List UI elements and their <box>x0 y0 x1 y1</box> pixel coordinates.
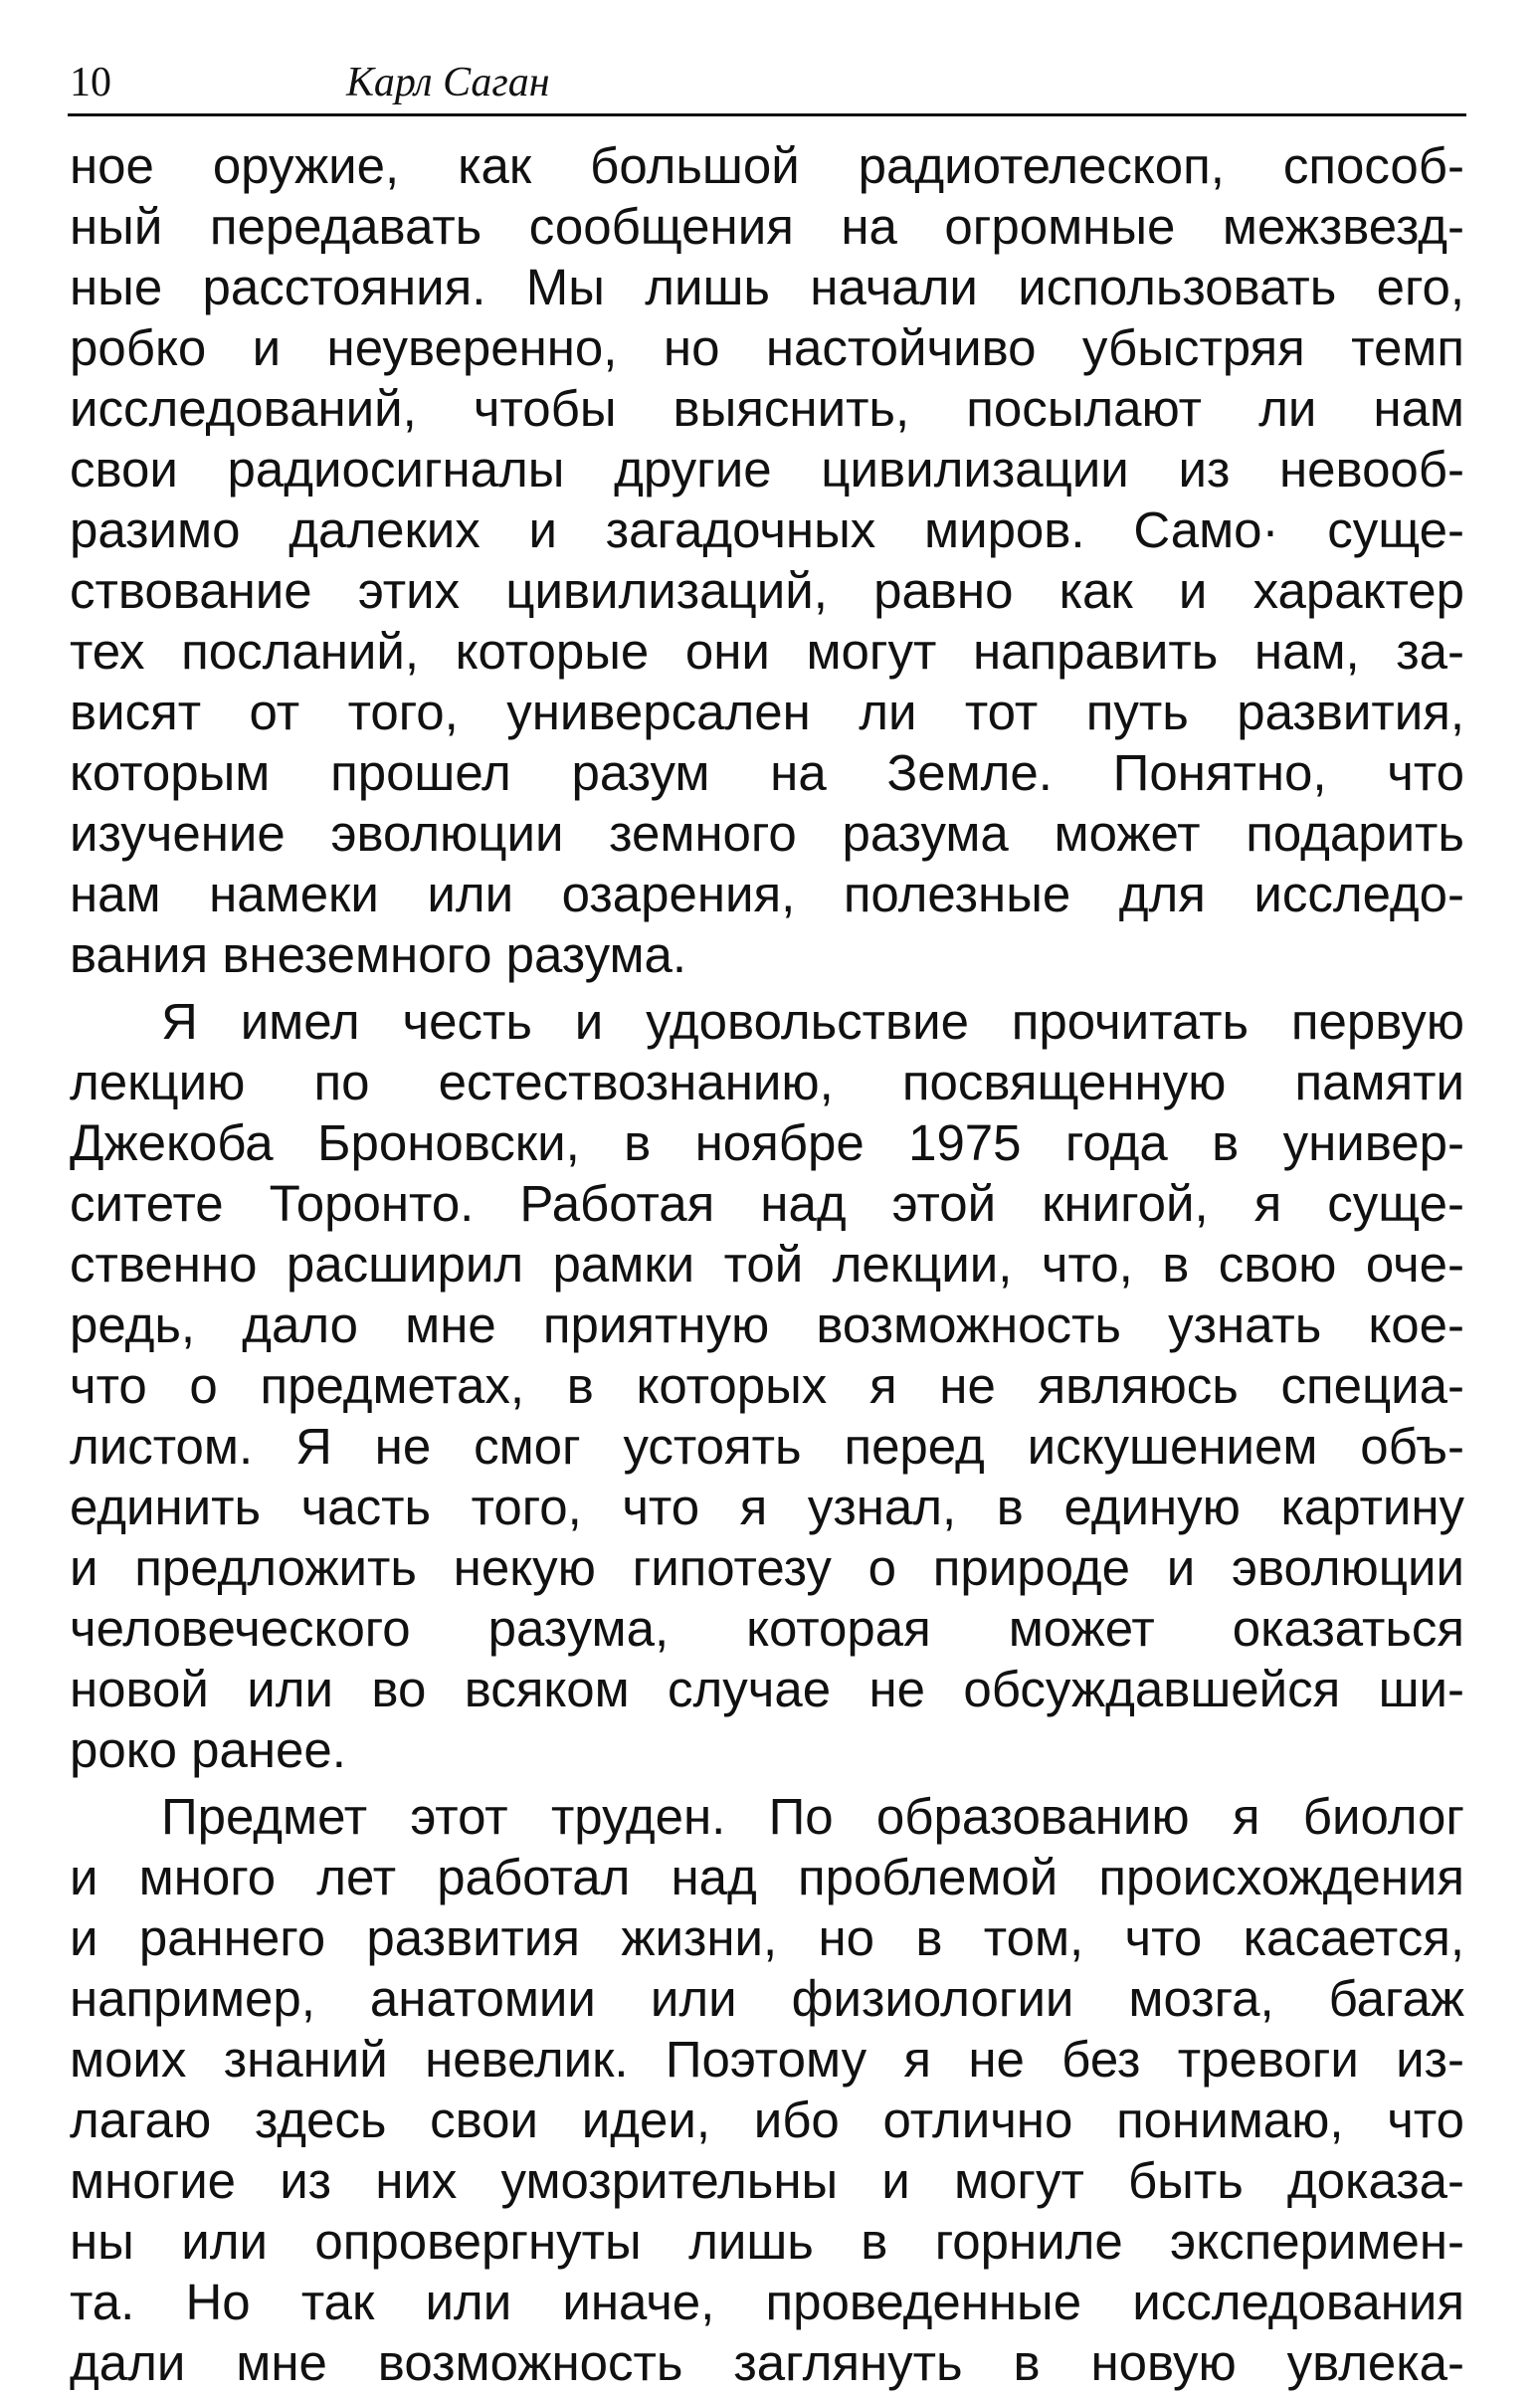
text-line: и предложить некую гипотезу о природе и эволюции <box>70 1539 1464 1596</box>
text-line: ситете Торонто. Работая над этой книгой, я суще- <box>70 1175 1464 1232</box>
text-line: робко и неуверенно, но настойчиво убыстряя темп <box>70 319 1464 376</box>
body-text <box>70 135 1464 2393</box>
header-rule <box>68 113 1466 116</box>
text-line: Предмет этот труден. По образованию я биолог <box>161 1788 1464 1845</box>
text-line: Джекоба Броновски, в ноябре 1975 года в универ- <box>70 1114 1464 1171</box>
paragraph <box>70 135 1464 985</box>
text-line: и раннего развития жизни, но в том, что касается, <box>70 1909 1464 1966</box>
page-header <box>70 56 1462 109</box>
text-line: лекцию по естествознанию, посвященную памяти <box>70 1054 1464 1110</box>
text-line: вания внеземного разума. <box>70 926 687 983</box>
text-line: ствование этих цивилизаций, равно как и характер <box>70 562 1464 619</box>
text-line: человеческого разума, которая может оказаться <box>70 1600 1464 1657</box>
text-line: что о предметах, в которых я не являюсь специа- <box>70 1357 1464 1414</box>
text-line: многие из них умозрительны и могут быть доказа- <box>70 2152 1464 2209</box>
text-line: исследований, чтобы выяснить, посылают ли нам <box>70 380 1464 437</box>
page-number: 10 <box>70 60 111 105</box>
text-line: роко ранее. <box>70 1721 346 1778</box>
text-line: редь, дало мне приятную возможность узнать кое- <box>70 1296 1464 1353</box>
text-line: листом. Я не смог устоять перед искушением объ- <box>70 1418 1464 1475</box>
text-line: та. Но так или иначе, проведенные исследования <box>70 2274 1464 2330</box>
text-line: разимо далеких и загадочных миров. Само· суще- <box>70 501 1464 558</box>
text-line: которым прошел разум на Земле. Понятно, что <box>70 744 1464 801</box>
text-line: например, анатомии или физиологии мозга, багаж <box>70 1970 1464 2027</box>
text-line: изучение эволюции земного разума может подарить <box>70 805 1464 862</box>
running-title: Карл Саган <box>346 60 550 105</box>
text-line: ны или опровергнуты лишь в горниле эксперимен- <box>70 2213 1464 2270</box>
paragraph <box>70 991 1464 1780</box>
paragraph <box>70 1786 1464 2393</box>
text-line: лагаю здесь свои идеи, ибо отлично понимаю, что <box>70 2092 1464 2148</box>
text-line: новой или во всяком случае не обсуждавшейся ши- <box>70 1661 1464 1717</box>
text-line: ное оружие, как большой радиотелескоп, способ- <box>70 137 1464 194</box>
text-line: тех посланий, которые они могут направить нам, за- <box>70 623 1464 680</box>
text-line: единить часть того, что я узнал, в единую картину <box>70 1479 1464 1535</box>
text-line: дали мне возможность заглянуть в новую увлека- <box>70 2334 1464 2391</box>
text-line: нам намеки или озарения, полезные для исследо- <box>70 866 1464 922</box>
text-line: свои радиосигналы другие цивилизации из невооб- <box>70 441 1464 498</box>
text-line: моих знаний невелик. Поэтому я не без тревоги из- <box>70 2031 1464 2088</box>
text-line: ные расстояния. Мы лишь начали использовать его, <box>70 259 1464 315</box>
text-line: и много лет работал над проблемой происхождения <box>70 1849 1464 1905</box>
text-line: Я имел честь и удовольствие прочитать первую <box>161 993 1464 1050</box>
text-line: ный передавать сообщения на огромные межзвезд- <box>70 198 1464 255</box>
text-line: ственно расширил рамки той лекции, что, в свою оче- <box>70 1236 1464 1293</box>
text-line: висят от того, универсален ли тот путь развития, <box>70 684 1464 740</box>
